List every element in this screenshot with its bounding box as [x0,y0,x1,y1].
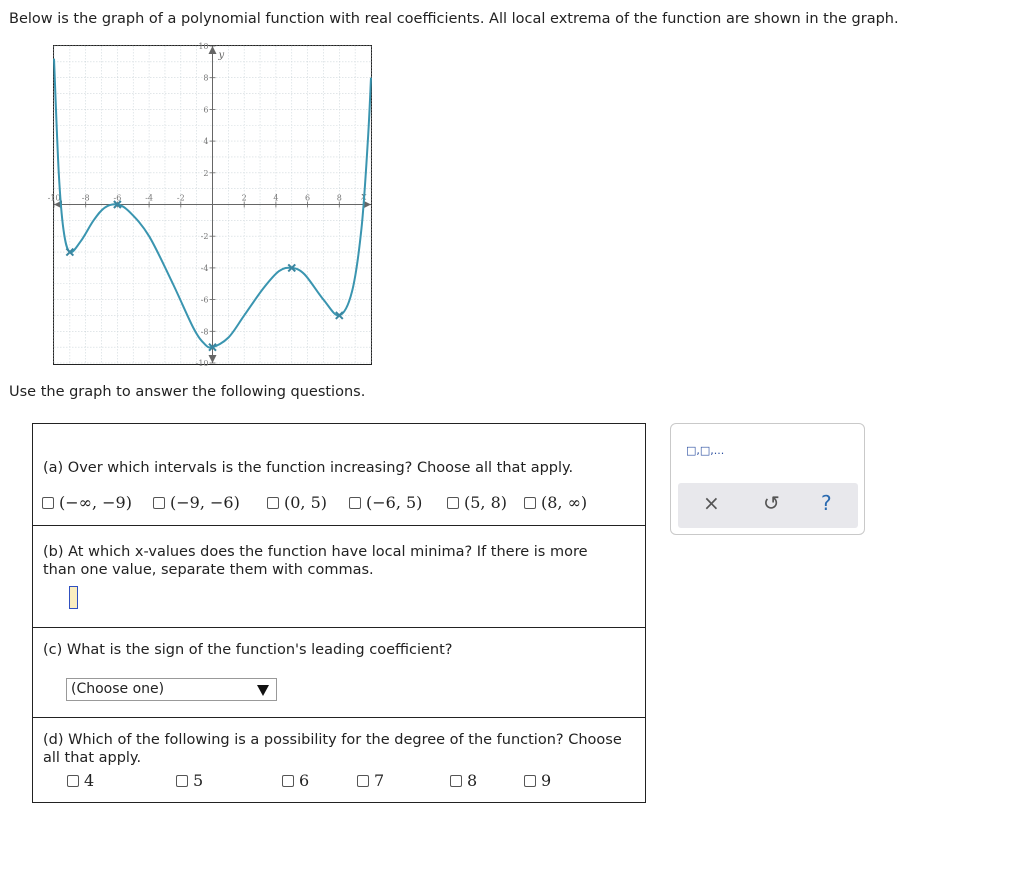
qd-option-4[interactable]: 8 [450,771,477,790]
y-tick-label: -6 [200,295,209,305]
question-a-text: (a) Over which intervals is the function increasing? Choose all that apply. [43,460,574,476]
question-d-text [43,731,622,767]
qa-option-5[interactable]: (8, ∞) [524,493,587,512]
question-b-line-2: than one value, separate them with commas. [43,562,374,578]
undo-icon[interactable]: ↺ [763,491,780,515]
y-tick-label: -2 [200,232,209,242]
x-tick-label: 2 [241,193,247,203]
answer-tool-palette [670,423,865,535]
x-tick-label: -8 [81,193,90,203]
checkbox[interactable] [349,497,361,509]
tool-actions-bar [678,483,858,528]
x-tick-label: 6 [305,193,311,203]
qd-option-0[interactable]: 4 [67,771,94,790]
y-tick-label: 4 [203,137,209,147]
y-tick-label: 2 [203,168,209,178]
y-axis-arrow-icon [209,46,217,54]
checkbox[interactable] [450,775,462,787]
y-tick-label: -8 [200,327,209,337]
polynomial-graph [47,42,372,368]
x-tick-label: -10 [47,193,61,203]
question-b-text [43,543,588,579]
y-axis-label: y [218,50,225,61]
checkbox[interactable] [42,497,54,509]
x-tick-label: -2 [176,193,185,203]
question-d-box [32,718,646,803]
problem-intro: Below is the graph of a polynomial function with real coefficients. All local extrema of the function are shown in the graph. [9,11,899,27]
clear-icon[interactable]: × [703,491,720,515]
x-tick-label: 4 [273,193,279,203]
y-tick-label: 10 [198,42,209,51]
checkbox[interactable] [67,775,79,787]
qd-option-2[interactable]: 6 [282,771,309,790]
x-tick-label: -4 [145,193,153,203]
list-template-button[interactable]: □,□,... [686,444,725,457]
x-tick-label: 8 [336,193,342,203]
question-d-line-2: all that apply. [43,750,142,766]
checkbox[interactable] [282,775,294,787]
checkbox[interactable] [447,497,459,509]
x-axis-label: x [361,191,367,203]
checkbox[interactable] [357,775,369,787]
select-value: (Choose one) [71,681,165,697]
x-tick-label: -6 [113,193,122,203]
dropdown-arrow-icon [257,685,269,696]
leading-coefficient-select[interactable] [66,678,277,701]
qa-option-1[interactable]: (−9, −6) [153,493,240,512]
qa-option-2[interactable]: (0, 5) [267,493,327,512]
help-icon[interactable]: ? [821,491,832,515]
question-a-box [32,423,646,526]
local-minima-answer-input[interactable] [69,586,78,609]
question-c-text: (c) What is the sign of the function's leading coefficient? [43,642,453,658]
qd-option-3[interactable]: 7 [357,771,384,790]
graph-svg [47,42,371,368]
qa-option-0[interactable]: (−∞, −9) [42,493,132,512]
question-b-box [32,526,646,628]
y-tick-label: -10 [195,359,209,368]
instruction-text: Use the graph to answer the following questions. [9,384,366,400]
y-tick-label: 8 [203,73,209,83]
checkbox[interactable] [524,497,536,509]
y-tick-label: -4 [200,263,209,273]
question-c-box [32,628,646,718]
question-d-line-1: (d) Which of the following is a possibility for the degree of the function? Choose [43,732,622,748]
checkbox[interactable] [176,775,188,787]
y-axis-arrow-icon [209,355,217,363]
qd-option-5[interactable]: 9 [524,771,551,790]
checkbox[interactable] [267,497,279,509]
question-b-line-1: (b) At which x-values does the function have local minima? If there is more [43,544,588,560]
qd-option-1[interactable]: 5 [176,771,203,790]
checkbox[interactable] [524,775,536,787]
qa-option-4[interactable]: (5, 8) [447,493,507,512]
qa-option-3[interactable]: (−6, 5) [349,493,422,512]
y-tick-label: 6 [203,105,209,115]
checkbox[interactable] [153,497,165,509]
